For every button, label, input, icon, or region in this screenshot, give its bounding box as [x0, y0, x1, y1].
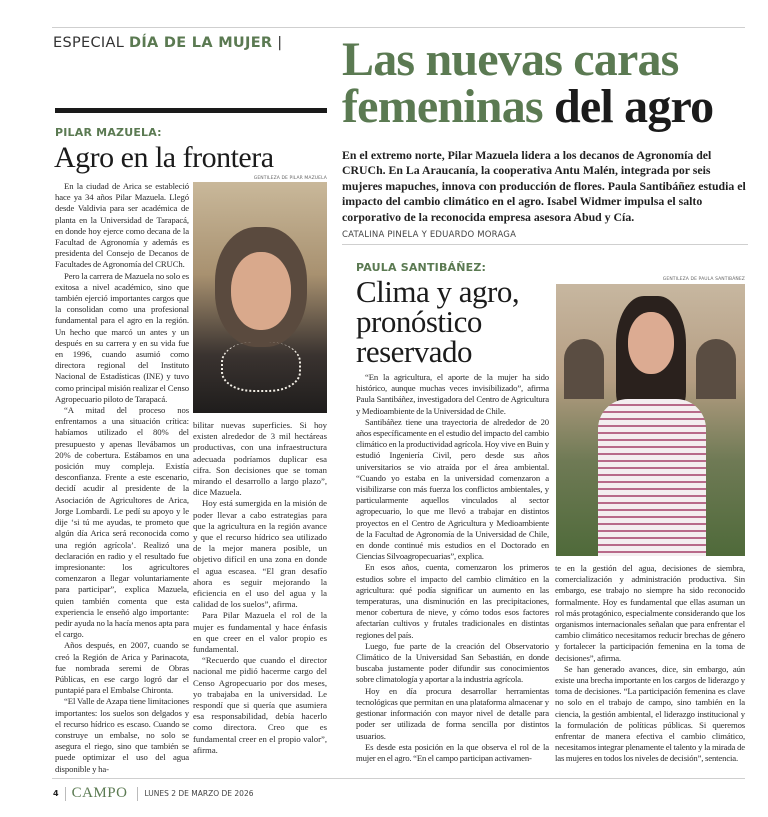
paula-left-column: [356, 261, 549, 764]
paula-kicker: PAULA SANTIBÁÑEZ:: [356, 261, 487, 274]
face-shape: [231, 252, 291, 330]
issue-date: LUNES 2 DE MARZO DE 2026: [144, 789, 254, 798]
section-bar: [55, 108, 327, 113]
section-label: ESPECIAL DÍA DE LA MUJER |: [53, 35, 283, 51]
paula-santibanez-photo: [556, 284, 745, 556]
striped-shirt-shape: [598, 399, 706, 556]
top-rule: [52, 27, 745, 28]
footer: [53, 785, 254, 802]
paula-column-2: te en la gestión del agua, decisiones de siembra, comercialización y administración productiva. Sin embargo, ese trabajo no siempre ha sido reconocido formalmente. Hoy es fundamental que ellas asuman un rol más protagónico, especialmente considerando que los organismos internacionales señalan que para enfrentar el cambio climático necesitamos reducir brechas de género y fortalecer la participación femenina en la toma de decisiones”, afirma. Se han generado avances, dice, sin embargo, aún existe una brecha importante en los cargos de liderazgo y toma de decisiones. “La participación femenina es clave no solo en el trabajo de campo, sino también en la ciencia, la gestión ambiental, el liderazgo institucional y la formulación de políticas públicas. Si queremos enfrentar de manera efectiva el cambio climático, necesitamos integrar plenamente el talento y la mirada de las mujeres en todos los niveles de decisión”, sentencia.: [555, 563, 745, 764]
publication-brand: CAMPO: [71, 785, 128, 801]
pilar-column-2: bilitar nuevas superficies. Si hoy existen alrededor de 3 mil hectáreas productivas, con una infraestructura adecuada podríamos duplicar esa cifra. Son decisiones que se toman mirando el desarrollo a largo plazo”, dice Mazuela. Hoy está sumergida en la misión de poder llevar a cabo estrategias para que la agricultura en la región avance y que el recurso hídrico sea utilizado de la mejor manera posible, un objetivo difícil en una zona en donde el agua escasea. “El gran desafío ahora es seguir mejorando la eficiencia en el uso del agua y la calidad de los suelos”, afirma. Para Pilar Mazuela el rol de la mujer es fundamental y hace énfasis en que creer en el valor propio es fundamental. “Recuerdo que cuando el director nacional me pidió hacerme cargo del Censo Agropecuario por dos meses, yo trabajaba en la universidad. Le respondí que si quería que asumiera esa responsabilidad, debía hacerlo como directora. Creo que es fundamental creer en el propio valor”, afirma.: [193, 420, 327, 755]
main-header-block: [342, 33, 748, 245]
arch-shape: [696, 339, 736, 399]
main-title: Las nuevas caras femeninas del agro: [342, 33, 714, 133]
paula-headline: Clima y agro, pronóstico reservado: [356, 274, 520, 369]
divider: [137, 787, 138, 801]
face-shape: [628, 312, 674, 374]
pilar-kicker: PILAR MAZUELA:: [55, 126, 162, 139]
pilar-mazuela-photo: [193, 182, 327, 413]
byline-rule: [342, 244, 748, 245]
page-number: 4: [53, 789, 59, 798]
pilar-headline: Agro en la frontera: [54, 141, 274, 174]
lead-paragraph: En el extremo norte, Pilar Mazuela lidera a los decanos de Agronomía del CRUCh. En La Araucanía, la cooperativa Antu Malén, integrada por seis mujeres mapuches, innova con producción de flores. Paula Santibáñez estudia el impacto del cambio climático en el agro. Isabel Widmer impulsa el salto corporativo de la reconocida empresa asesora Abud y Cía.: [342, 148, 746, 224]
byline: CATALINA PINELA Y EDUARDO MORAGA: [342, 230, 517, 241]
arch-shape: [564, 339, 604, 399]
pilar-column-1: En la ciudad de Arica se estableció hace ya 34 años Pilar Mazuela. Llegó desde Valdivia para ser académica de planta en la Universidad de Tarapacá, en donde hoy ejerce como decana de la Facultad de Agronomía y además es presidenta del Consejo de Decanos de Facultades de Agronomía del CRUCh. Pero la carrera de Mazuela no solo es exitosa a nivel académico, sino que también ejerció importantes cargos que la consolidan como una profesional fundamental para el agro en la región. Un hecho que marcó un antes y un después en su carrera y en su vida fue en 1996, cuando asumió como directora regional del Instituto Nacional de Estadísticas (INE) y tuvo como principal misión realizar el Censo Agropecuario piloto de Tarapacá. “A mitad del proceso nos enfrentamos a una situación crítica: habíamos utilizado el 80% del presupuesto y apenas llevábamos un 20% de cobertura. Estábamos en una posición muy compleja. Existía desconfianza. Frente a este escenario, decidí acudir al presidente de la Asociación de Agricultores de Arica, Jorge Lombardi. Le pedí su apoyo y le dije ‘si tú me ayudas, te prometo que algún día Arica será reconocida como una región agrícola’. Realizó una declaración en radio y el resultado fue impresionante: los agricultores comenzaron a llegar voluntariamente para participar”, explica Mazuela, quien también comenta que esta experiencia le enseñó algo importante: pedir ayuda no la hacía menos apta para el cargo. Años después, en 2007, cuando se creó la Región de Arica y Parinacota, fue nombrada seremi de Obras Públicas, en ese cargo logró dar el puntapié para el Embalse Chironta. “El Valle de Azapa tiene limitaciones importantes: los suelos son delgados y el recurso hídrico es escaso. Cuando se construye un embalse, no solo se asegura el riego, sino que también se puede optimizar el uso del agua disponible y ha-: [55, 181, 189, 774]
footer-rule: [52, 778, 745, 779]
divider: [65, 787, 66, 801]
pilar-photo-credit: GENTILEZA DE PILAR MAZUELA: [253, 176, 327, 181]
paula-photo-credit: GENTILEZA DE PAULA SANTIBÁÑEZ: [662, 277, 745, 282]
necklace-shape: [221, 342, 301, 392]
paula-column-1: “En la agricultura, el aporte de la mujer ha sido histórico, aunque muchas veces invisibilizado”, afirma Paula Santibáñez, investigadora del Centro de Agricultura y Medioambiente de la Universidad de Chile. Santibáñez tiene una trayectoria de alrededor de 20 años específicamente en el estudio del impacto del cambio climático en la productividad agrícola. Hoy vive en Buin y estudió Ingeniería Civil, pero desde sus años universitarios se vio atraída por el área ambiental. “Cuando yo estaba en la universidad comenzaron a visibilizarse con más fuerza los conflictos ambientales, y particularmente aquellos vinculados al sector agropecuario, lo que me llevó a trabajar en distintos proyectos en el Centro de Agricultura y Medioambiente de la Facultad de Agronomía de la Universidad de Chile, en donde continué mis estudios en el Doctorado en Ciencias Silvoagropecuarias”, explica. En esos años, cuenta, comenzaron los primeros estudios sobre el impacto del cambio climático en la agricultura: qué podía significar un aumento en las temperaturas, una disminución en las precipitaciones, menor cobertura de nieve, y cómo todos esos factores afectarían cultivos y frutales tradicionales en distintas regiones del país. Luego, fue parte de la creación del Observatorio Climático de la Universidad San Sebastián, en donde buscaba justamente poder difundir sus conocimientos sobre climatología y aportar a la industria agrícola. Hoy en día procura desarrollar herramientas tecnológicas que permitan en una plataforma almacenar y gestionar información con mayor nivel de detalle para poder ser utilizada de forma sencilla por distintos usuarios. Es desde esta posición en la que observa el rol de la mujer en el agro. “En el campo participan activamen-: [356, 372, 549, 763]
